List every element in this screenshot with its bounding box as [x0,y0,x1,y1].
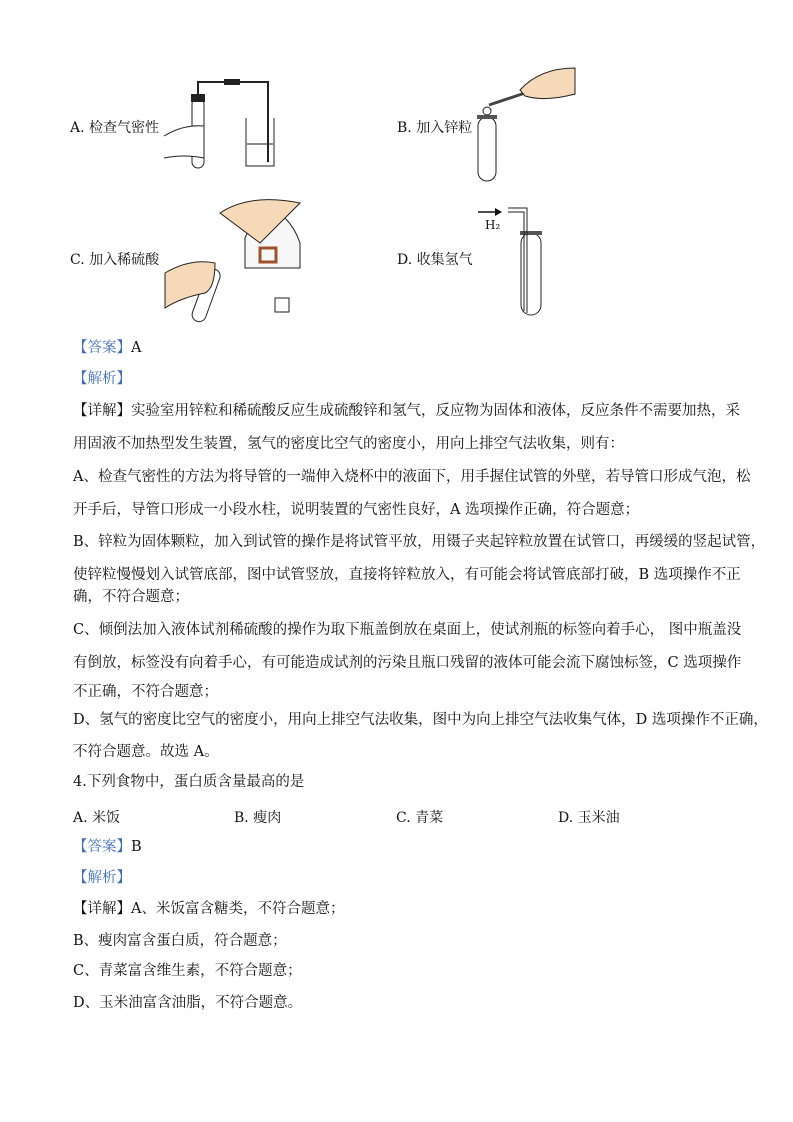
detail-label: 【详解】 [73,403,131,419]
h2-label: H₂ [485,218,501,232]
detail-line: 用固液不加热型发生装置，氢气的密度比空气的密度小，用向上排空气法收集，则有： [73,436,624,452]
detail-line: 使锌粒慢慢划入试管底部，图中试管竖放，直接将锌粒放入，有可能会将试管底部打破，B 选项操作不正 [73,567,741,583]
detail-line: D、玉米油富含油脂，不符合题意。 [73,995,303,1011]
detail-line: 不正确，不符合题意； [73,684,218,700]
airtight-check-figure [160,78,290,173]
detail-line: D、氢气的密度比空气的密度小，用向上排空气法收集，图中为向上排空气法收集气体，D 选项操作不正确， [73,712,768,728]
answer-label: 【答案】 [73,340,131,356]
add-acid-figure [160,193,310,323]
detail-line: 确，不符合题意； [73,589,189,605]
q4-option-b: B. 瘦肉 [234,810,282,826]
detail-line: B、锌粒为固体颗粒，加入到试管的操作是将试管平放，用镊子夹起锌粒放置在试管口，再缓缓的竖起试管， [73,534,766,550]
detail-line: B、瘦肉富含蛋白质，符合题意； [73,933,287,949]
option-b-label: B. 加入锌粒 [397,120,473,136]
add-zinc-figure [475,65,585,185]
option-c-label: C. 加入稀硫酸 [70,252,160,268]
q4-option-c: C. 青菜 [396,810,444,826]
detail-line: A、检查气密性的方法为将导管的一端伸入烧杯中的液面下，用手握住试管的外壁，若导管口形成气泡，松 [73,469,751,485]
analysis-label: 【解析】 [73,371,131,387]
question-4-stem: 4.下列食物中，蛋白质含量最高的是 [73,774,305,790]
answer-value: A [131,340,142,356]
detail-line: 不符合题意。故选 A。 [73,744,219,760]
detail-line: 实验室用锌粒和稀硫酸反应生成硫酸锌和氢气，反应物为固体和液体，反应条件不需要加热，采 [131,403,740,419]
option-d-label: D. 收集氢气 [397,252,473,268]
q4-option-a: A. 米饭 [73,810,121,826]
detail-line: 开手后，导管口形成一小段水柱，说明装置的气密性良好，A 选项操作正确，符合题意； [73,502,640,518]
detail-line: A、米饭富含糖类，不符合题意； [131,901,345,917]
detail-line: C、青菜富含维生素，不符合题意； [73,963,302,979]
analysis-label: 【解析】 [73,870,131,886]
answer-label: 【答案】 [73,839,131,855]
detail-label: 【详解】 [73,901,131,917]
detail-line: 有倒放，标签没有向着手心，有可能造成试剂的污染且瓶口残留的液体可能会流下腐蚀标签，C 选项操作 [73,655,742,671]
detail-line: C、倾倒法加入液体试剂稀硫酸的操作为取下瓶盖倒放在桌面上，使试剂瓶的标签向着手心， 图中瓶盖没 [73,622,742,638]
answer-value: B [131,839,142,855]
q4-option-d: D. 玉米油 [558,810,620,826]
option-a-label: A. 检查气密性 [70,120,160,136]
